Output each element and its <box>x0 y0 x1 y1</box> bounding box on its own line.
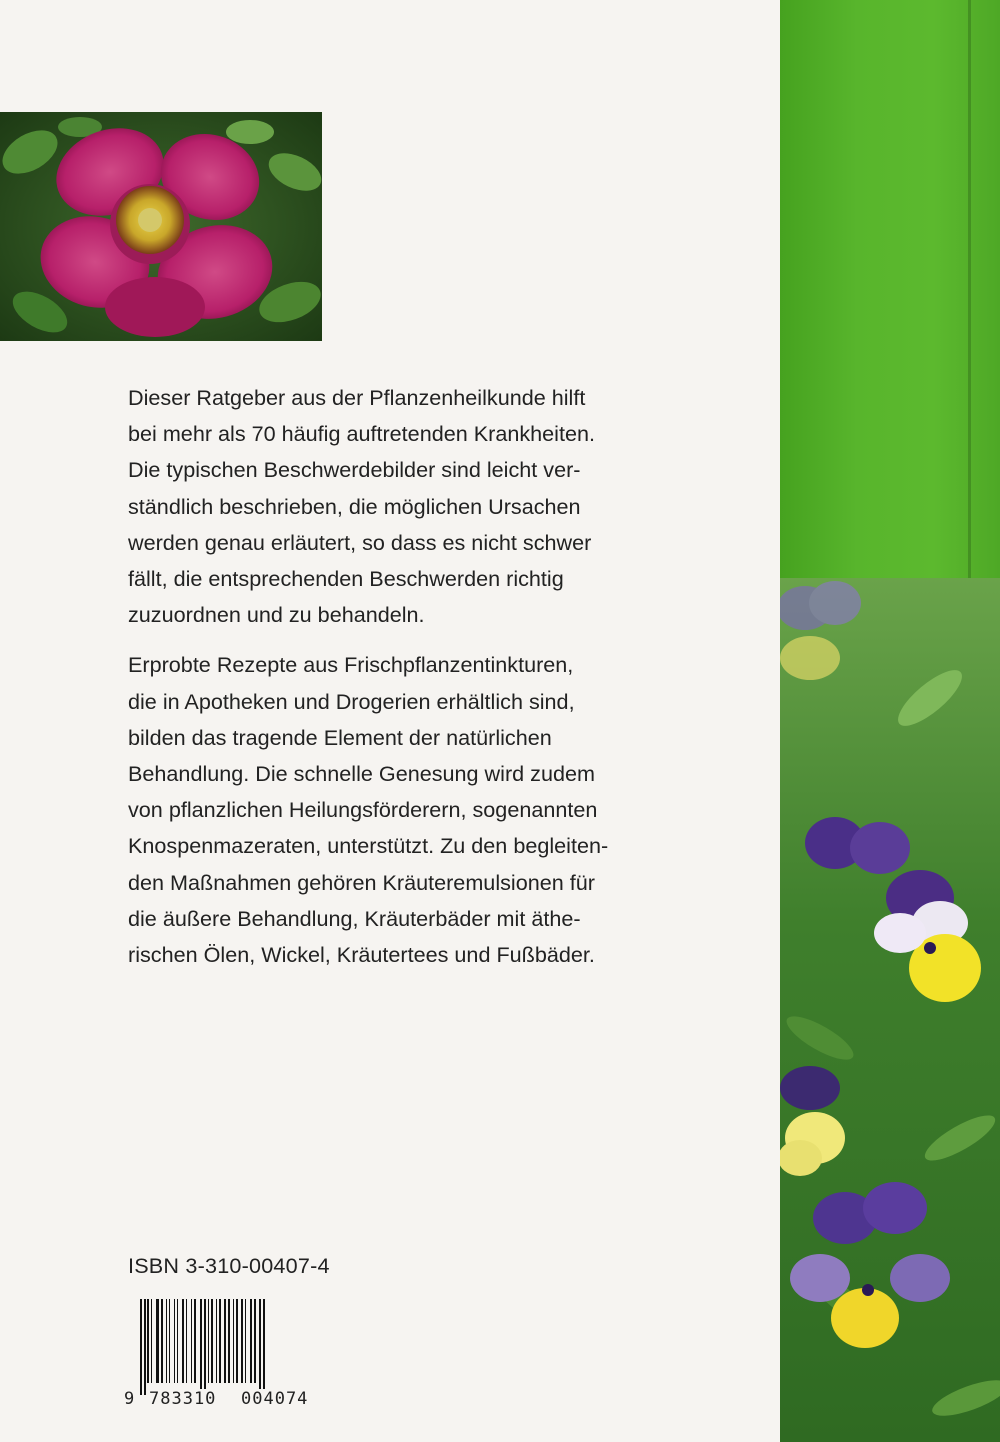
barcode-bar <box>219 1299 221 1383</box>
pansies-photo <box>780 578 1000 1442</box>
text-line: Erprobte Rezepte aus Frischpflanzentinkturen, <box>128 652 574 678</box>
barcode-bar <box>182 1299 184 1383</box>
barcode-bar <box>194 1299 196 1383</box>
text-line: Knospenmazeraten, unterstützt. Zu den begleiten- <box>128 833 609 859</box>
text-line: den Maßnahmen gehören Kräuteremulsionen für <box>128 869 595 895</box>
text-line: werden genau erläutert, so dass es nicht schwer <box>128 529 592 555</box>
barcode-group-left: 783310 <box>149 1389 217 1409</box>
description-paragraph <box>128 380 668 633</box>
spine-fold-line <box>968 0 971 578</box>
barcode-bar <box>166 1299 167 1383</box>
barcode-bar <box>161 1299 163 1383</box>
wild-rose-photo <box>0 112 322 341</box>
barcode-bar <box>236 1299 238 1383</box>
barcode-bar <box>174 1299 175 1383</box>
barcode-bar <box>228 1299 230 1383</box>
text-line: rischen Ölen, Wickel, Kräutertees und Fußbäder. <box>128 942 595 968</box>
barcode-group-right: 004074 <box>241 1389 309 1409</box>
barcode-bar <box>245 1299 246 1383</box>
barcode-bar <box>263 1299 265 1395</box>
text-line: bilden das tragende Element der natürlichen <box>128 724 552 750</box>
text-line: zuzuordnen und zu behandeln. <box>128 602 425 628</box>
green-color-band <box>780 0 1000 578</box>
barcode-bar <box>200 1299 202 1395</box>
barcode-bar <box>156 1299 159 1383</box>
barcode-bar <box>144 1299 146 1395</box>
barcode-bar <box>177 1299 178 1383</box>
barcode-bar <box>191 1299 192 1383</box>
text-line: fällt, die entsprechenden Beschwerden richtig <box>128 566 564 592</box>
barcode-bar <box>224 1299 226 1383</box>
text-line: bei mehr als 70 häufig auftretenden Krankheiten. <box>128 421 595 447</box>
text-line: die äußere Behandlung, Kräuterbäder mit äthe- <box>128 905 581 931</box>
barcode-bar <box>254 1299 256 1383</box>
text-line: ständlich beschrieben, die möglichen Ursachen <box>128 493 581 519</box>
isbn-number: ISBN 3-310-00407-4 <box>128 1253 330 1278</box>
description-text <box>128 380 668 987</box>
barcode-bar <box>216 1299 217 1383</box>
barcode-bar <box>147 1299 149 1383</box>
barcode-bar <box>211 1299 213 1383</box>
barcode-bar <box>250 1299 252 1383</box>
barcode-bar <box>140 1299 142 1395</box>
text-line: von pflanzlichen Heilungsförderern, sogenannten <box>128 797 598 823</box>
text-line: Behandlung. Die schnelle Genesung wird zudem <box>128 761 595 787</box>
barcode-bar <box>151 1299 152 1383</box>
barcode-first-digit: 9 <box>124 1389 135 1409</box>
barcode-bar <box>169 1299 170 1383</box>
text-line: Dieser Ratgeber aus der Pflanzenheilkunde hilft <box>128 385 586 410</box>
text-line: die in Apotheken und Drogerien erhältlich sind, <box>128 688 575 714</box>
barcode-bar <box>204 1299 206 1395</box>
barcode-bar <box>186 1299 187 1383</box>
barcode-bar <box>259 1299 261 1395</box>
barcode-bar <box>208 1299 209 1383</box>
description-paragraph <box>128 647 668 973</box>
barcode-bar <box>241 1299 243 1383</box>
barcode-bar <box>233 1299 234 1383</box>
text-line: Die typischen Beschwerdebilder sind leicht ver- <box>128 457 581 483</box>
